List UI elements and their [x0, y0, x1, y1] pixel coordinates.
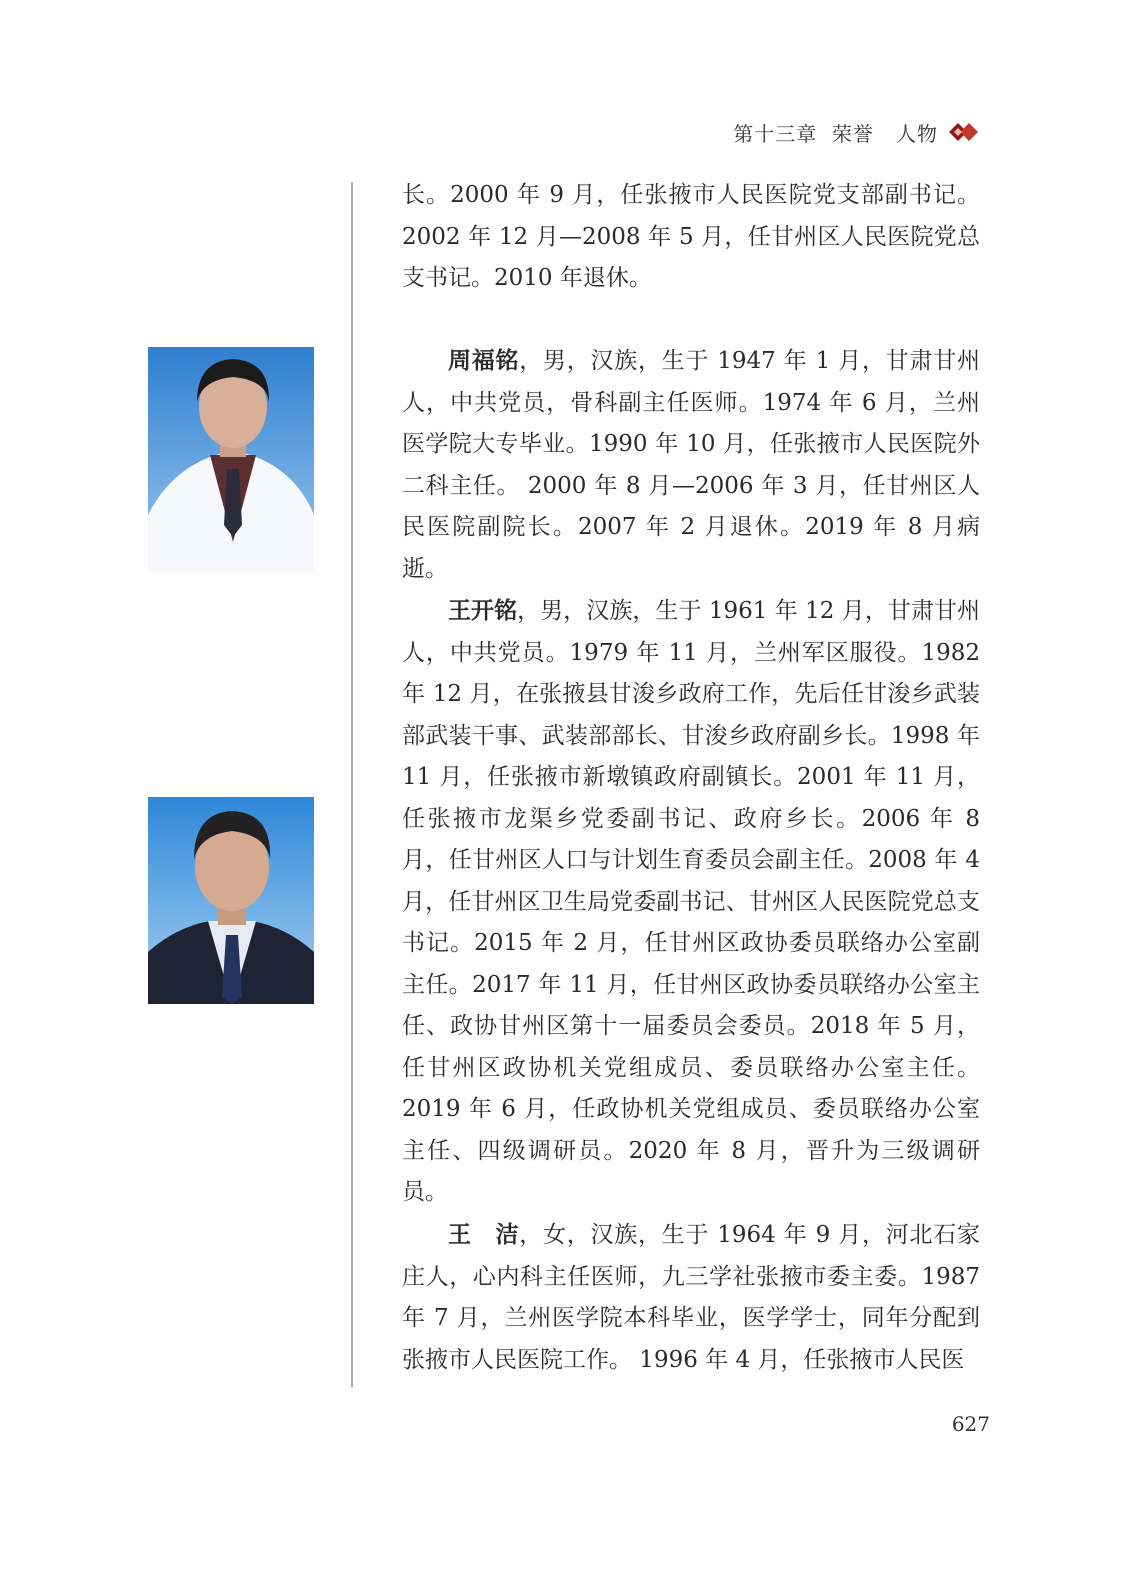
bio-text: ，女，汉族，生于 1964 年 9 月，河北石家庄人，心内科主任医师，九三学社张掖市委主委。1987 年 7 月，兰州医学院本科毕业，医学学士，同年分配到张掖市人民医院工作。 1996 年 4 月，任张掖市人民医	[402, 1222, 980, 1373]
portrait-wang-kaiming	[148, 797, 314, 1004]
bio-text: ，男，汉族，生于 1961 年 12 月，甘肃甘州人，中共党员。1979 年 11 月，兰州军区服役。1982 年 12 月，在张掖县甘浚乡政府工作，先后任甘浚乡武装部武装干事、武装部部长、甘浚乡政府副乡长。1998 年 11 月，任张掖市新墩镇政府副镇长。2001 年 11 月，任张掖市龙渠乡党委副书记、政府乡长。2006 年 8 月，任甘州区人口与计划生育委员会副主任。2008 年 4 月，任甘州区卫生局党委副书记、甘州区人民医院党总支书记。2015 年 2 月，任甘州区政协委员联络办公室副主任。2017 年 11 月，任甘州区政协委员联络办公室主任、政协甘州区第十一届委员会委员。2018 年 5 月，任甘州区政协机关党组成员、委员联络办公室主任。2019 年 6 月，任政协机关党组成员、委员联络办公室主任、四级调研员。2020 年 8 月，晋升为三级调研员。	[402, 598, 981, 1205]
bio-name: 王 洁	[448, 1221, 520, 1248]
continued-text: 长。2000 年 9 月，任张掖市人民医院党支部副书记。2002 年 12 月—2008 年 5 月，任甘州区人民医院党总支书记。2010 年退休。	[402, 182, 980, 291]
bio-wang-kaiming	[402, 590, 980, 1214]
bio-name: 周福铭	[448, 347, 520, 374]
portrait-zhou-fuming	[148, 347, 314, 572]
page-number: 627	[951, 1412, 990, 1436]
bio-zhou-fuming	[402, 340, 980, 590]
continued-paragraph	[402, 175, 980, 300]
bio-wang-jie	[402, 1214, 980, 1381]
vertical-divider	[351, 182, 353, 1387]
bio-name: 王开铭	[448, 597, 518, 624]
diamond-ornament-icon	[948, 122, 980, 142]
bio-text: ，男，汉族，生于 1947 年 1 月，甘肃甘州人，中共党员，骨科副主任医师。1974 年 6 月，兰州医学院大专毕业。1990 年 10 月，任张掖市人民医院外二科主任。 2000 年 8 月—2006 年 3 月，任甘州区人民医院副院长。2007 年 2 月退休。2019 年 8 月病逝。	[402, 348, 980, 582]
chapter-title: 第十三章 荣誉 人物	[733, 121, 938, 146]
running-header	[600, 114, 980, 150]
